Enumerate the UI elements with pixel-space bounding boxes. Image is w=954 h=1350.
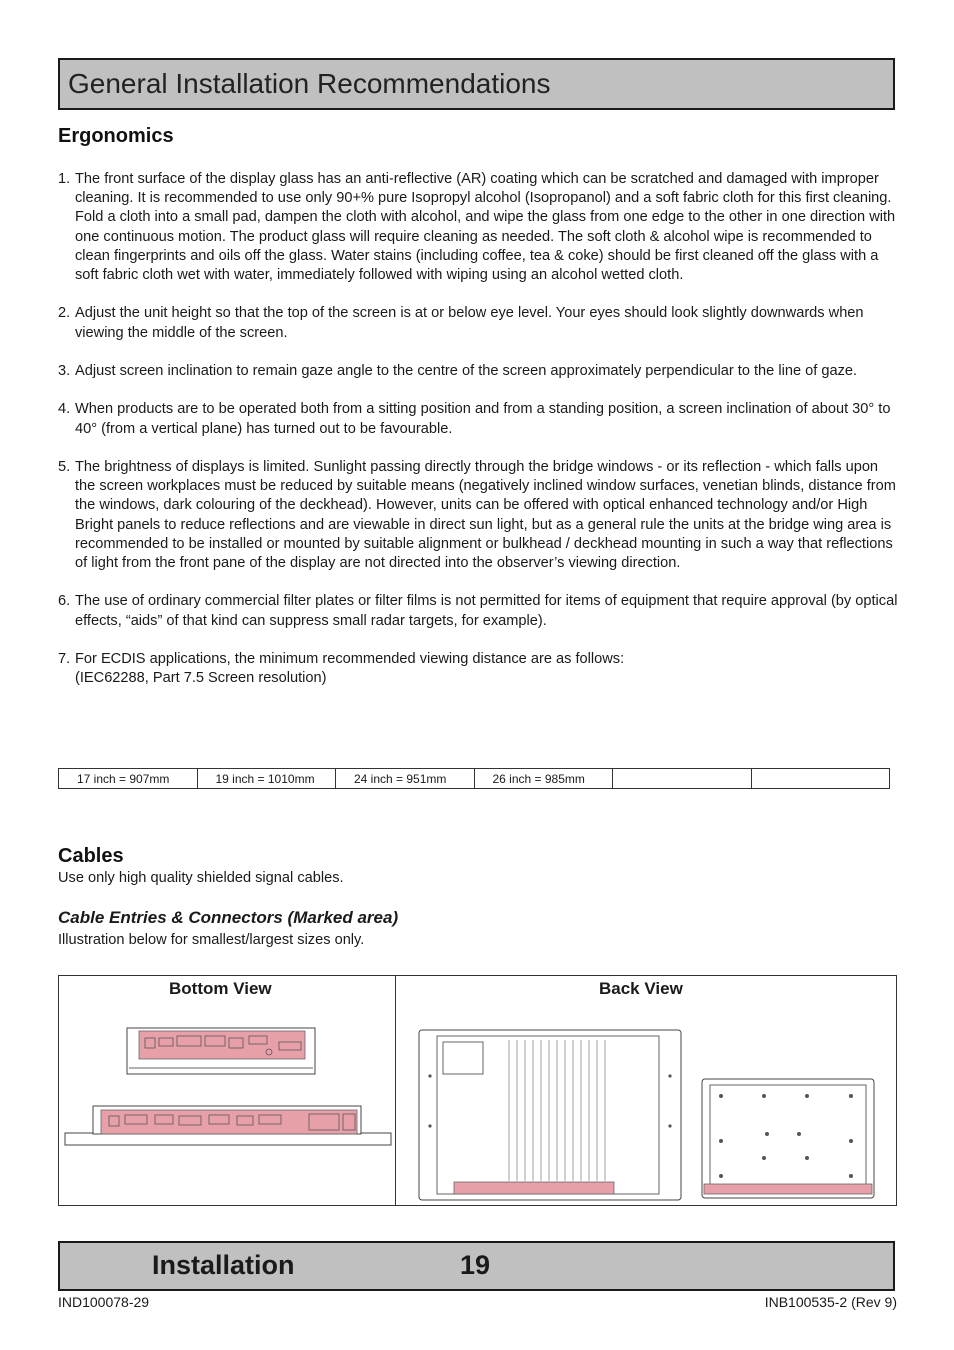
item-text: The front surface of the display glass has an anti-reflective (AR) coating which can be scratched and damaged with improper cleaning. It is recommended to use only 90+% pure Isopropyl alcohol (Isopropanol) and a soft fabric cloth for this first cleaning. Fold a cloth into a small pad, dampen the cloth with alcohol, and wipe the glass from one edge to the other in one direction with one continuous motion. The product glass will require cleaning as needed. The soft cloth & alcohol wipe is recommended to clean fingerprints and oils off the glass. Water stains (including coffee, tea & coke) should be first cleaned off the glass with a soft fabric cloth wet with water, immediately followed with wiping using an alcohol wetted cloth. bbox=[75, 171, 896, 284]
item-text: The brightness of displays is limited. Sunlight passing directly through the bridge windows - or its reflection - which falls upon the screen workplaces must be reduced by suitable means (negatively inclined window surfaces, venetian blinds, distance from the windows, dark colouring of the deckhead). However, units can be offered with optical enhanced technology and/or High Bright panels to reduce reflections and are viewable in direct sun light, but as a general rule the units at the bridge wing area is recommended to be installed or mounted by suitable alignment or bulkhead / deckhead mounting in such a way that reflections of light from the front pane of the display are not directed into the observer’s viewing direction. bbox=[75, 458, 896, 571]
list-item bbox=[58, 650, 898, 688]
back-view-large-unit bbox=[702, 1079, 874, 1198]
item-subtext: (IEC62288, Part 7.5 Screen resolution) bbox=[75, 670, 327, 687]
document-id-right: INB100535-2 (Rev 9) bbox=[764, 1294, 897, 1310]
ergonomics-heading: Ergonomics bbox=[58, 125, 174, 147]
table-cell bbox=[613, 769, 752, 789]
list-item bbox=[58, 592, 898, 630]
ergonomics-list bbox=[58, 170, 898, 708]
item-number: 1. bbox=[58, 171, 71, 187]
page-title-bar bbox=[58, 58, 895, 110]
cables-note: Use only high quality shielded signal cables. bbox=[58, 870, 344, 886]
table-cell: 24 inch = 951mm bbox=[336, 769, 475, 789]
item-number: 4. bbox=[58, 401, 71, 418]
document-id-left: IND100078-29 bbox=[58, 1294, 150, 1310]
cable-entries-note: Illustration below for smallest/largest sizes only. bbox=[58, 932, 365, 948]
cable-entries-illustration bbox=[59, 976, 896, 1205]
list-item bbox=[58, 458, 898, 573]
list-item bbox=[58, 304, 898, 342]
page-title: General Installation Recommendations bbox=[68, 68, 551, 99]
viewing-distance-table bbox=[58, 768, 890, 789]
item-number: 6. bbox=[58, 593, 71, 610]
section-title: Installation bbox=[152, 1250, 295, 1280]
back-view-small-unit bbox=[419, 1030, 681, 1200]
footer-bar bbox=[58, 1241, 895, 1291]
item-number: 7. bbox=[58, 650, 71, 667]
cable-entries-figure bbox=[58, 975, 897, 1206]
cable-entries-heading: Cable Entries & Connectors (Marked area) bbox=[58, 908, 399, 927]
list-item bbox=[58, 170, 898, 285]
item-text: When products are to be operated both from a sitting position and from a standing position, a screen inclination of about 30° to 40° (from a vertical plane) has turned out to be favourable. bbox=[75, 401, 891, 437]
bottom-view-small-unit bbox=[127, 1028, 315, 1074]
table-cell bbox=[751, 769, 890, 789]
list-item bbox=[58, 362, 898, 381]
table-row bbox=[59, 769, 890, 789]
list-item bbox=[58, 400, 898, 438]
item-number: 3. bbox=[58, 363, 71, 379]
page-number: 19 bbox=[460, 1250, 491, 1280]
item-text: Adjust screen inclination to remain gaze angle to the centre of the screen approximately perpendicular to the line of gaze. bbox=[75, 363, 858, 379]
table-cell: 19 inch = 1010mm bbox=[197, 769, 336, 789]
bottom-view-label: Bottom View bbox=[169, 979, 272, 998]
table-cell: 17 inch = 907mm bbox=[59, 769, 198, 789]
item-text: The use of ordinary commercial filter plates or filter films is not permitted for items of equipment that require approval (by optical effects, “aids” of that kind can suppress small radar targets, for example). bbox=[75, 593, 898, 629]
item-text: For ECDIS applications, the minimum recommended viewing distance are as follows: bbox=[75, 650, 625, 667]
table-cell: 26 inch = 985mm bbox=[474, 769, 613, 789]
cables-heading: Cables bbox=[58, 845, 124, 867]
item-number: 5. bbox=[58, 458, 71, 475]
back-view-label: Back View bbox=[599, 979, 683, 998]
item-text: Adjust the unit height so that the top of the screen is at or below eye level. Your eyes should look slightly downwards when viewing the middle of the screen. bbox=[75, 305, 864, 341]
bottom-view-large-unit bbox=[65, 1106, 391, 1145]
item-number: 2. bbox=[58, 305, 71, 322]
